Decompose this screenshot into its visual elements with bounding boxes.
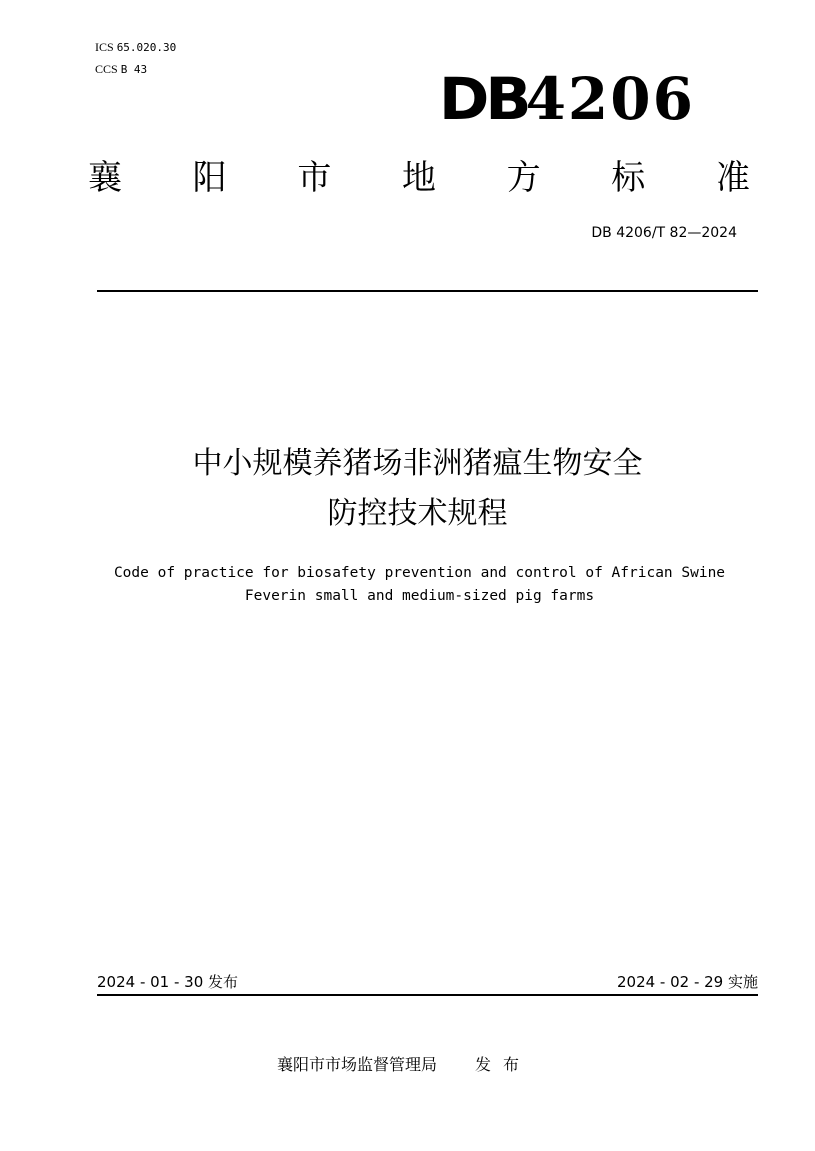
db-code bbox=[441, 64, 695, 134]
title-zh-line-1: 中小规模养猪场非洲猪瘟生物安全 bbox=[192, 446, 643, 481]
ccs-label: CCS bbox=[95, 62, 118, 76]
ics-label: ICS bbox=[95, 40, 114, 54]
standard-type-char: 阳 bbox=[192, 158, 227, 198]
db-prefix: DB bbox=[439, 65, 528, 133]
region-code: 4206 bbox=[525, 65, 695, 133]
implement-date: 2024 - 02 - 29 实施 bbox=[616, 973, 758, 991]
standard-number: DB 4206/T 82—2024 bbox=[591, 225, 737, 241]
publisher bbox=[277, 1054, 531, 1076]
standard-type bbox=[88, 155, 750, 201]
title-en-line-1: Code of practice for biosafety prevention and control of African Swine bbox=[113, 565, 726, 581]
standard-type-char: 方 bbox=[506, 158, 541, 198]
footer-divider bbox=[97, 994, 758, 996]
header-divider bbox=[97, 290, 758, 292]
publish-date: 2024 - 01 - 30 发布 bbox=[97, 973, 239, 991]
standard-type-char: 准 bbox=[715, 158, 750, 198]
ccs-classification bbox=[95, 62, 147, 77]
standard-type-char: 地 bbox=[401, 158, 436, 198]
ics-value: 65.020.30 bbox=[116, 41, 177, 54]
publisher-name: 襄阳市市场监督管理局 bbox=[277, 1055, 438, 1074]
title-en-line-2: Feverin small and medium-sized pig farms bbox=[244, 588, 595, 604]
title-zh-line-2: 防控技术规程 bbox=[327, 496, 508, 531]
publisher-action: 发布 bbox=[475, 1055, 532, 1074]
ccs-value: B 43 bbox=[120, 63, 148, 76]
ics-classification bbox=[95, 40, 176, 55]
standard-type-char: 市 bbox=[297, 158, 332, 198]
standard-type-char: 标 bbox=[611, 158, 646, 198]
standard-type-char: 襄 bbox=[88, 158, 122, 198]
